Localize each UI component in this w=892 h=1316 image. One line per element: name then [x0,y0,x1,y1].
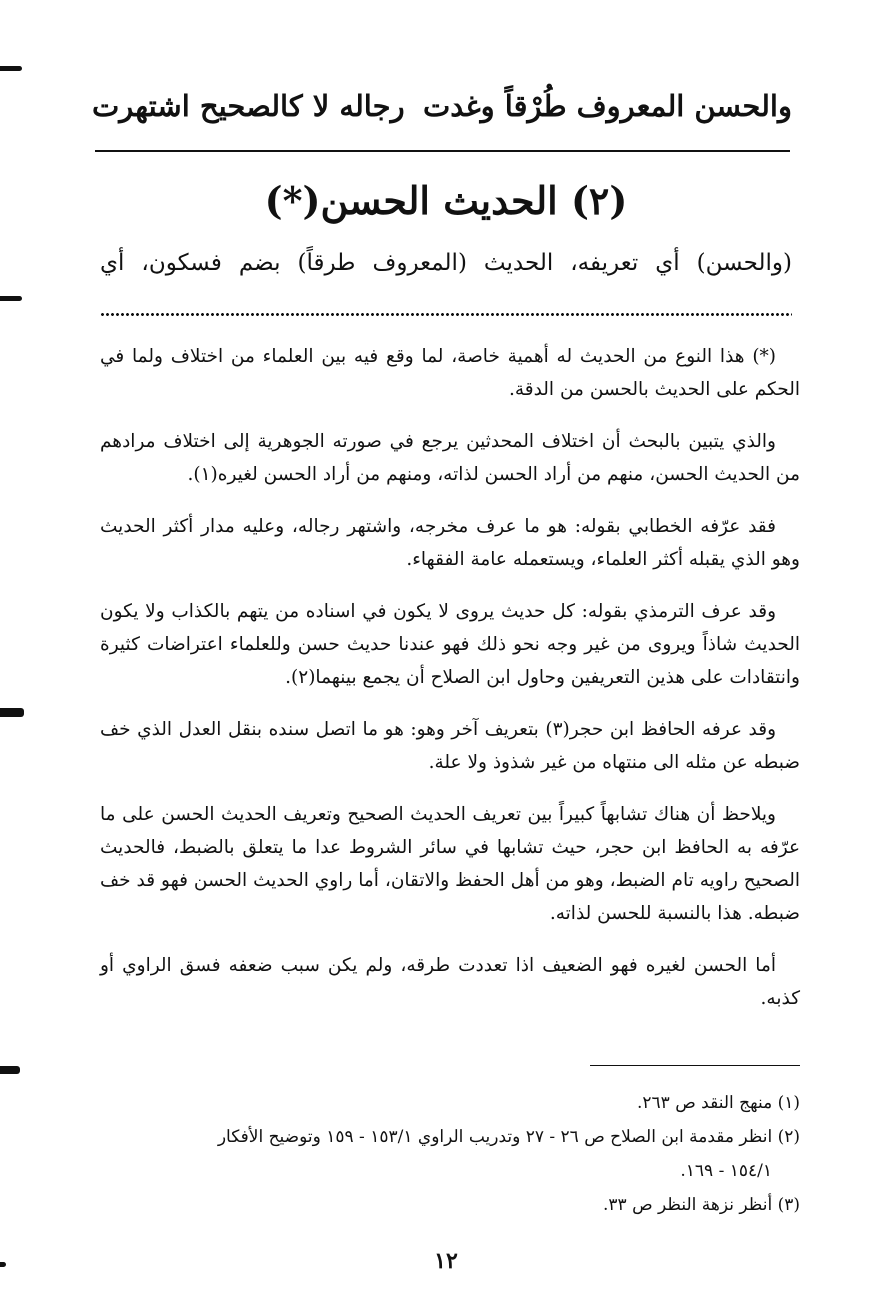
scan-mark [0,66,22,71]
footnote-item: (٢) انظر مقدمة ابن الصلاح ص ٢٦ - ٢٧ وتدريب الراوي ١٥٣/١ - ١٥٩ وتوضيح الأفكار [217,1127,800,1147]
chapter-title: (٢) الحديث الحسن(*) [264,178,628,223]
footnotes [100,1088,800,1224]
poem-verse [92,82,792,130]
note-paragraph: ويلاحظ أن هناك تشابهاً كبيراً بين تعريف الحديث الصحيح وتعريف الحديث الحسن على ما عرّفه به الحافظ ابن حجر، حيث تشابها في سائر الشروط عدا ما يتعلق بالضبط، فالحديث الصحيح راويه تام الضبط، وهو من أهل الحفظ والاتقان، أما راوي الحديث الحسن فهو قد خف ضبطه. هذا بالنسبة للحسن لذاته. [100,804,800,924]
note-paragraph: والذي يتبين بالبحث أن اختلاف المحدثين يرجع في صورته الجوهرية إلى اختلاف مرادهم من الحديث الحسن، منهم من أراد الحسن لذاته، ومنهم من أراد الحسن لغيره(١). [100,431,800,485]
note-paragraph: فقد عرّفه الخطابي بقوله: هو ما عرف مخرجه، واشتهر رجاله، وعليه مدار أكثر الحديث وهو الذي يقبله أكثر العلماء، ويستعمله عامة الفقهاء. [100,516,800,570]
annotation-notes [100,340,800,1034]
dotted-divider [100,312,792,317]
note-paragraph: أما الحسن لغيره فهو الضعيف اذا تعددت طرقه، ولم يكن سبب ضعفه فسق الراوي أو كذبه. [100,955,800,1009]
note-paragraph: (*) هذا النوع من الحديث له أهمية خاصة، لما وقع فيه بين العلماء من اختلاف ولما في الحكم على الحديث بالحسن من الدقة. [100,346,800,400]
footnote-continuation: ١٥٤/١ - ١٦٩. [680,1161,772,1181]
scan-mark [0,1066,20,1074]
note-paragraph: وقد عرفه الحافظ ابن حجر(٣) بتعريف آخر وهو: هو ما اتصل سنده بنقل العدل الذي خف ضبطه عن مثله الى منتهاه من غير شذوذ ولا علة. [100,719,800,773]
verse-divider [95,150,790,152]
commentary-text: (والحسن) أي تعريفه، الحديث (المعروف طرقاً) بضم فسكون، أي [100,250,792,276]
footnote-item: (١) منهج النقد ص ٢٦٣. [637,1093,800,1113]
footnote-divider [590,1065,800,1066]
footnote-item: (٣) أنظر نزهة النظر ص ٣٣. [603,1195,800,1215]
verse-hemistich-left: رجاله لا كالصحيح اشتهرت [92,89,405,123]
scan-mark [0,296,22,301]
scan-mark [0,708,24,717]
page-number: ١٢ [434,1248,458,1274]
note-paragraph: وقد عرف الترمذي بقوله: كل حديث يروى لا يكون في اسناده من يتهم بالكذاب ولا يكون الحديث شاذاً ويروى من غير وجه نحو ذلك فهو عندنا حديث حسن وللعلماء اعتراضات كثيرة وانتقادات على هذين التعريفين وحاول ابن الصلاح أن يجمع بينهما(٢). [100,601,800,688]
verse-hemistich-right: والحسن المعروف طُرْقاً وغدت [422,89,792,123]
